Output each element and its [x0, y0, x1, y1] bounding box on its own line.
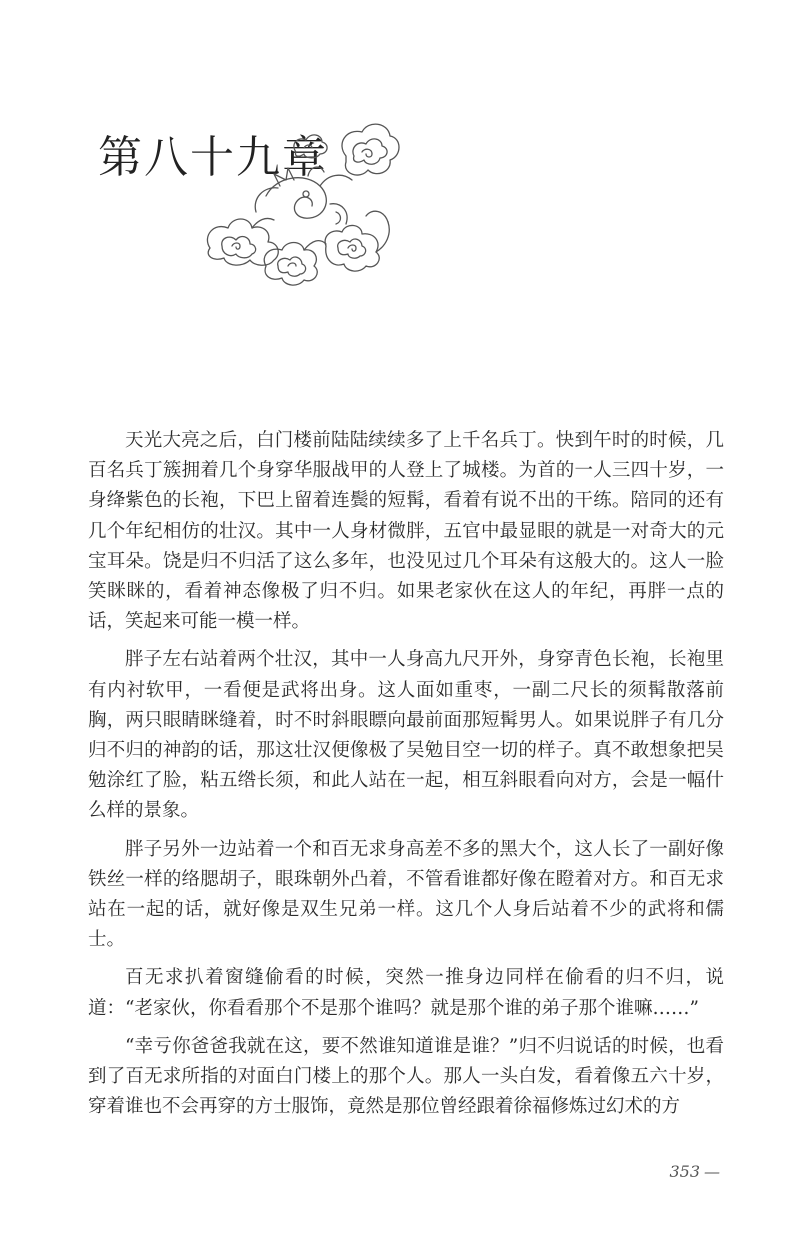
chapter-title: 第八十九章	[98, 132, 328, 183]
chapter-body	[88, 426, 724, 1130]
paragraph: 百无求扒着窗缝偷看的时候，突然一推身边同样在偷看的归不归，说道：“老家伙，你看看那个不是那个谁吗？就是那个谁的弟子那个谁嘛……”	[88, 967, 724, 1019]
paragraph: 胖子另外一边站着一个和百无求身高差不多的黑大个，这人长了一副好像铁丝一样的络腮胡子，眼珠朝外凸着，不管看谁都好像在瞪着对方。和百无求站在一起的话，就好像是双生兄弟一样。这几个人身后站着不少的武将和儒士。	[88, 838, 724, 951]
page-number-value: 353	[669, 1162, 700, 1181]
paragraph: 天光大亮之后，白门楼前陆陆续续多了上千名兵丁。快到午时的时候，几百名兵丁簇拥着几个身穿华服战甲的人登上了城楼。为首的一人三四十岁，一身绛紫色的长袍，下巴上留着连鬓的短髯，看着有说不出的干练。陪同的还有几个年纪相仿的壮汉。其中一人身材微胖，五官中最显眼的就是一对奇大的元宝耳朵。饶是归不归活了这么多年，也没见过几个耳朵有这般大的。这人一脸笑眯眯的，看着神态像极了归不归。如果老家伙在这人的年纪，再胖一点的话，笑起来可能一模一样。	[88, 430, 724, 633]
cloud-ornament-icon	[196, 116, 402, 288]
paragraph: 胖子左右站着两个壮汉，其中一人身高九尺开外，身穿青色长袍，长袍里有内衬软甲，一看便是武将出身。这人面如重枣，一副二尺长的须髯散落前胸，两只眼睛眯缝着，时不时斜眼瞟向最前面那短髯男人。如果说胖子有几分归不归的神韵的话，那这壮汉便像极了吴勉目空一切的样子。真不敢想象把吴勉涂红了脸，粘五绺长须，和此人站在一起，相互斜眼看向对方，会是一幅什么样的景象。	[88, 649, 724, 822]
page-number	[669, 1162, 720, 1181]
paragraph: “幸亏你爸爸我就在这，要不然谁知道谁是谁？”归不归说话的时候，也看到了百无求所指的对面白门楼上的那个人。那人一头白发，看着像五六十岁，穿着谁也不会再穿的方士服饰，竟然是那位曾经跟着徐福修炼过幻术的方	[88, 1035, 724, 1118]
page-number-dash: —	[704, 1162, 720, 1181]
